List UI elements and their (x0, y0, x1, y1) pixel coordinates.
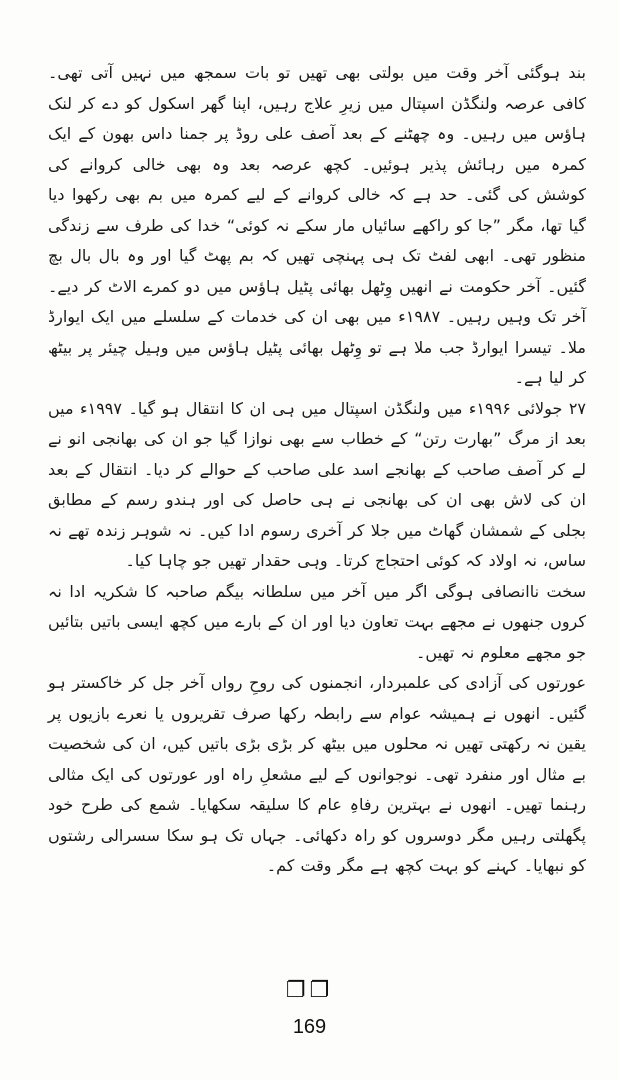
page-number: 169 (292, 1016, 327, 1038)
paragraph-3: سخت ناانصافی ہوگی اگر میں آخر میں سلطانہ بیگم صاحبہ کا شکریہ ادا نہ کروں جنھوں نے مجھے بہت تعاون دیا اور ان کے بارے میں کچھ ایسی باتیں بتائیں جو مجھے معلوم نہ تھیں۔ (48, 581, 586, 662)
paragraph-4: عورتوں کی آزادی کی علمبردار، انجمنوں کی روحِ رواں آخر جل کر خاکستر ہو گئیں۔ انھوں نے ہمیشہ عوام سے رابطہ رکھا صرف تقریروں یا نعرے بازیوں پر یقین نہ رکھتی تھیں نہ محلوں میں بیٹھ کر بڑی بڑی باتیں کیں، ان کی شخصیت بے مثال اور منفرد تھی۔ نوجوانوں کے لیے مشعلِ راہ اور عورتوں کی ایک مثالی رہنما تھیں۔ انھوں نے بہترین رفاہِ عام کا سلیقہ سکھایا۔ شمع کی طرح خود پگھلتی رہیں مگر دوسروں کو راہ دکھائی۔ جہاں تک ہو سکا سسرالی رشتوں کو نبھایا۔ کہنے کو بہت کچھ ہے مگر وقت کم۔ (48, 673, 586, 875)
paragraph-1: بند ہوگئی آخر وقت میں بولتی بھی تھیں تو بات سمجھ میں نہیں آتی تھی۔ کافی عرصہ ولنگڈن اسپتال میں زیرِ علاج رہیں، اپنا گھر اسکول کو دے کر لنک ہاؤس میں رہیں۔ وہ چھٹنے کے بعد آصف علی روڈ پر جمنا داس بھون کے ایک کمرہ میں رہائش پذیر ہوئیں۔ کچھ عرصہ بعد وہ بھی خالی کروانے کی کوشش کی گئی۔ حد ہے کہ خالی کروانے کے لیے کمرہ میں بم بھی رکھوا دیا گیا تھا، مگر ”جا کو راکھے سائیاں مار سکے نہ کوئی“ خدا کی طرف سے زندگی منظور تھی۔ ابھی لفٹ تک ہی پہنچی تھیں کہ بم پھٹ گیا اور وہ بال بال بچ گئیں۔ آخر حکومت نے انھیں وِٹھل بھائی پٹیل ہاؤس میں دو کمرے الاٹ کر دیے۔ آخر تک وہیں رہیں۔ ۱۹۸۷ء میں بھی ان کی خدمات کے سلسلے میں ایک ایوارڈ ملا۔ تیسرا ایوارڈ جب ملا ہے تو وِٹھل بھائی پٹیل ہاؤس میں وہیل چیئر پر بیٹھ کر لیا ہے۔ (48, 63, 586, 387)
paragraph-2: ۲۷ جولائی ۱۹۹۶ء میں ولنگڈن اسپتال میں ہی ان کا انتقال ہو گیا۔ ۱۹۹۷ء میں بعد از مرگ ”بھارت رتن“ کے خطاب سے بھی نوازا گیا جو ان کی بھانجی انو نے لے کر آصف صاحب کے بھانجے اسد علی صاحب کے حوالے کر دیا۔ انتقال کے بعد ان کی لاش بھی ان کی بھانجی نے ہی حاصل کی اور ہندو رسم کے مطابق بجلی کے شمشان گھاٹ میں جلا کر آخری رسوم ادا کیں۔ نہ شوہر زندہ تھے نہ ساس، نہ اولاد کہ کوئی احتجاج کرتا۔ وہی حقدار تھیں جو چاہا کیا۔ (48, 398, 586, 570)
body-text (48, 58, 586, 882)
section-end-ornament: ❐❐ (285, 978, 334, 1003)
